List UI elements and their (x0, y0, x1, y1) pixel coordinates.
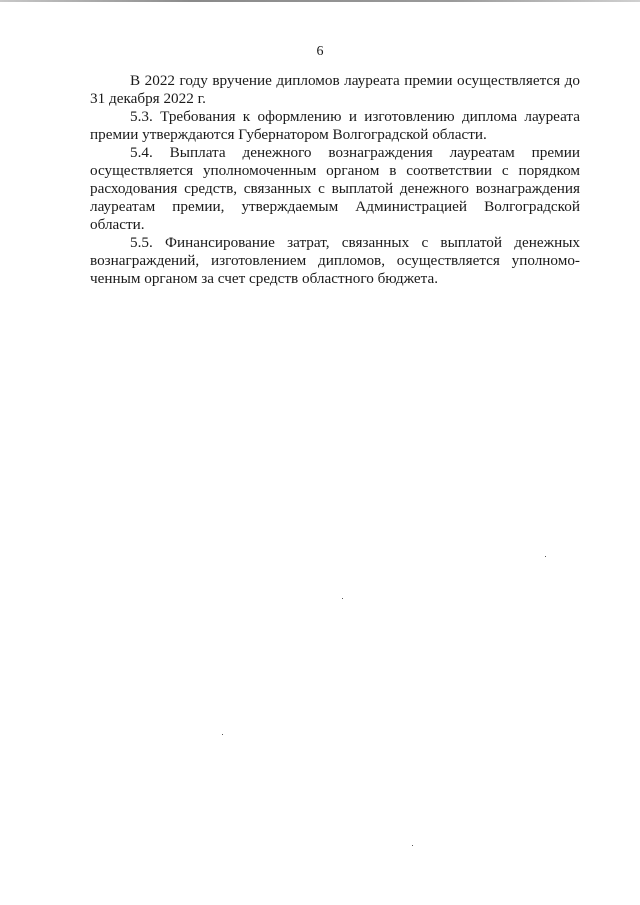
document-body (90, 72, 580, 288)
paragraph-5-4: 5.4. Выплата денежного вознаграждения лауреатам премии осуществляется уполномоченным органом в соответствии с порядком расходования средств, связанных с выплатой денежного вознаграждения лауреатам премии, утверждаемым Администрацией Волгоградской области. (90, 144, 580, 233)
scan-speck (412, 845, 413, 846)
paragraph-5-3: 5.3. Требования к оформлению и изготовлению диплома лауреата премии утверждаются Губернатором Волгоградской области. (90, 108, 580, 143)
scan-speck (222, 734, 223, 735)
scan-speck (342, 598, 343, 599)
scan-speck (545, 556, 546, 557)
paragraph-diploma-deadline: В 2022 году вручение дипломов лауреата премии осуществляется до 31 декабря 2022 г. (90, 72, 580, 107)
page-number: 6 (316, 44, 324, 59)
scan-top-edge (0, 0, 640, 2)
paragraph-5-5: 5.5. Финансирование затрат, связанных с выплатой денежных вознаграждений, изготовлением дипломов, осуществляется уполномо-ченным органом за счет средств областного бюджета. (90, 234, 580, 287)
